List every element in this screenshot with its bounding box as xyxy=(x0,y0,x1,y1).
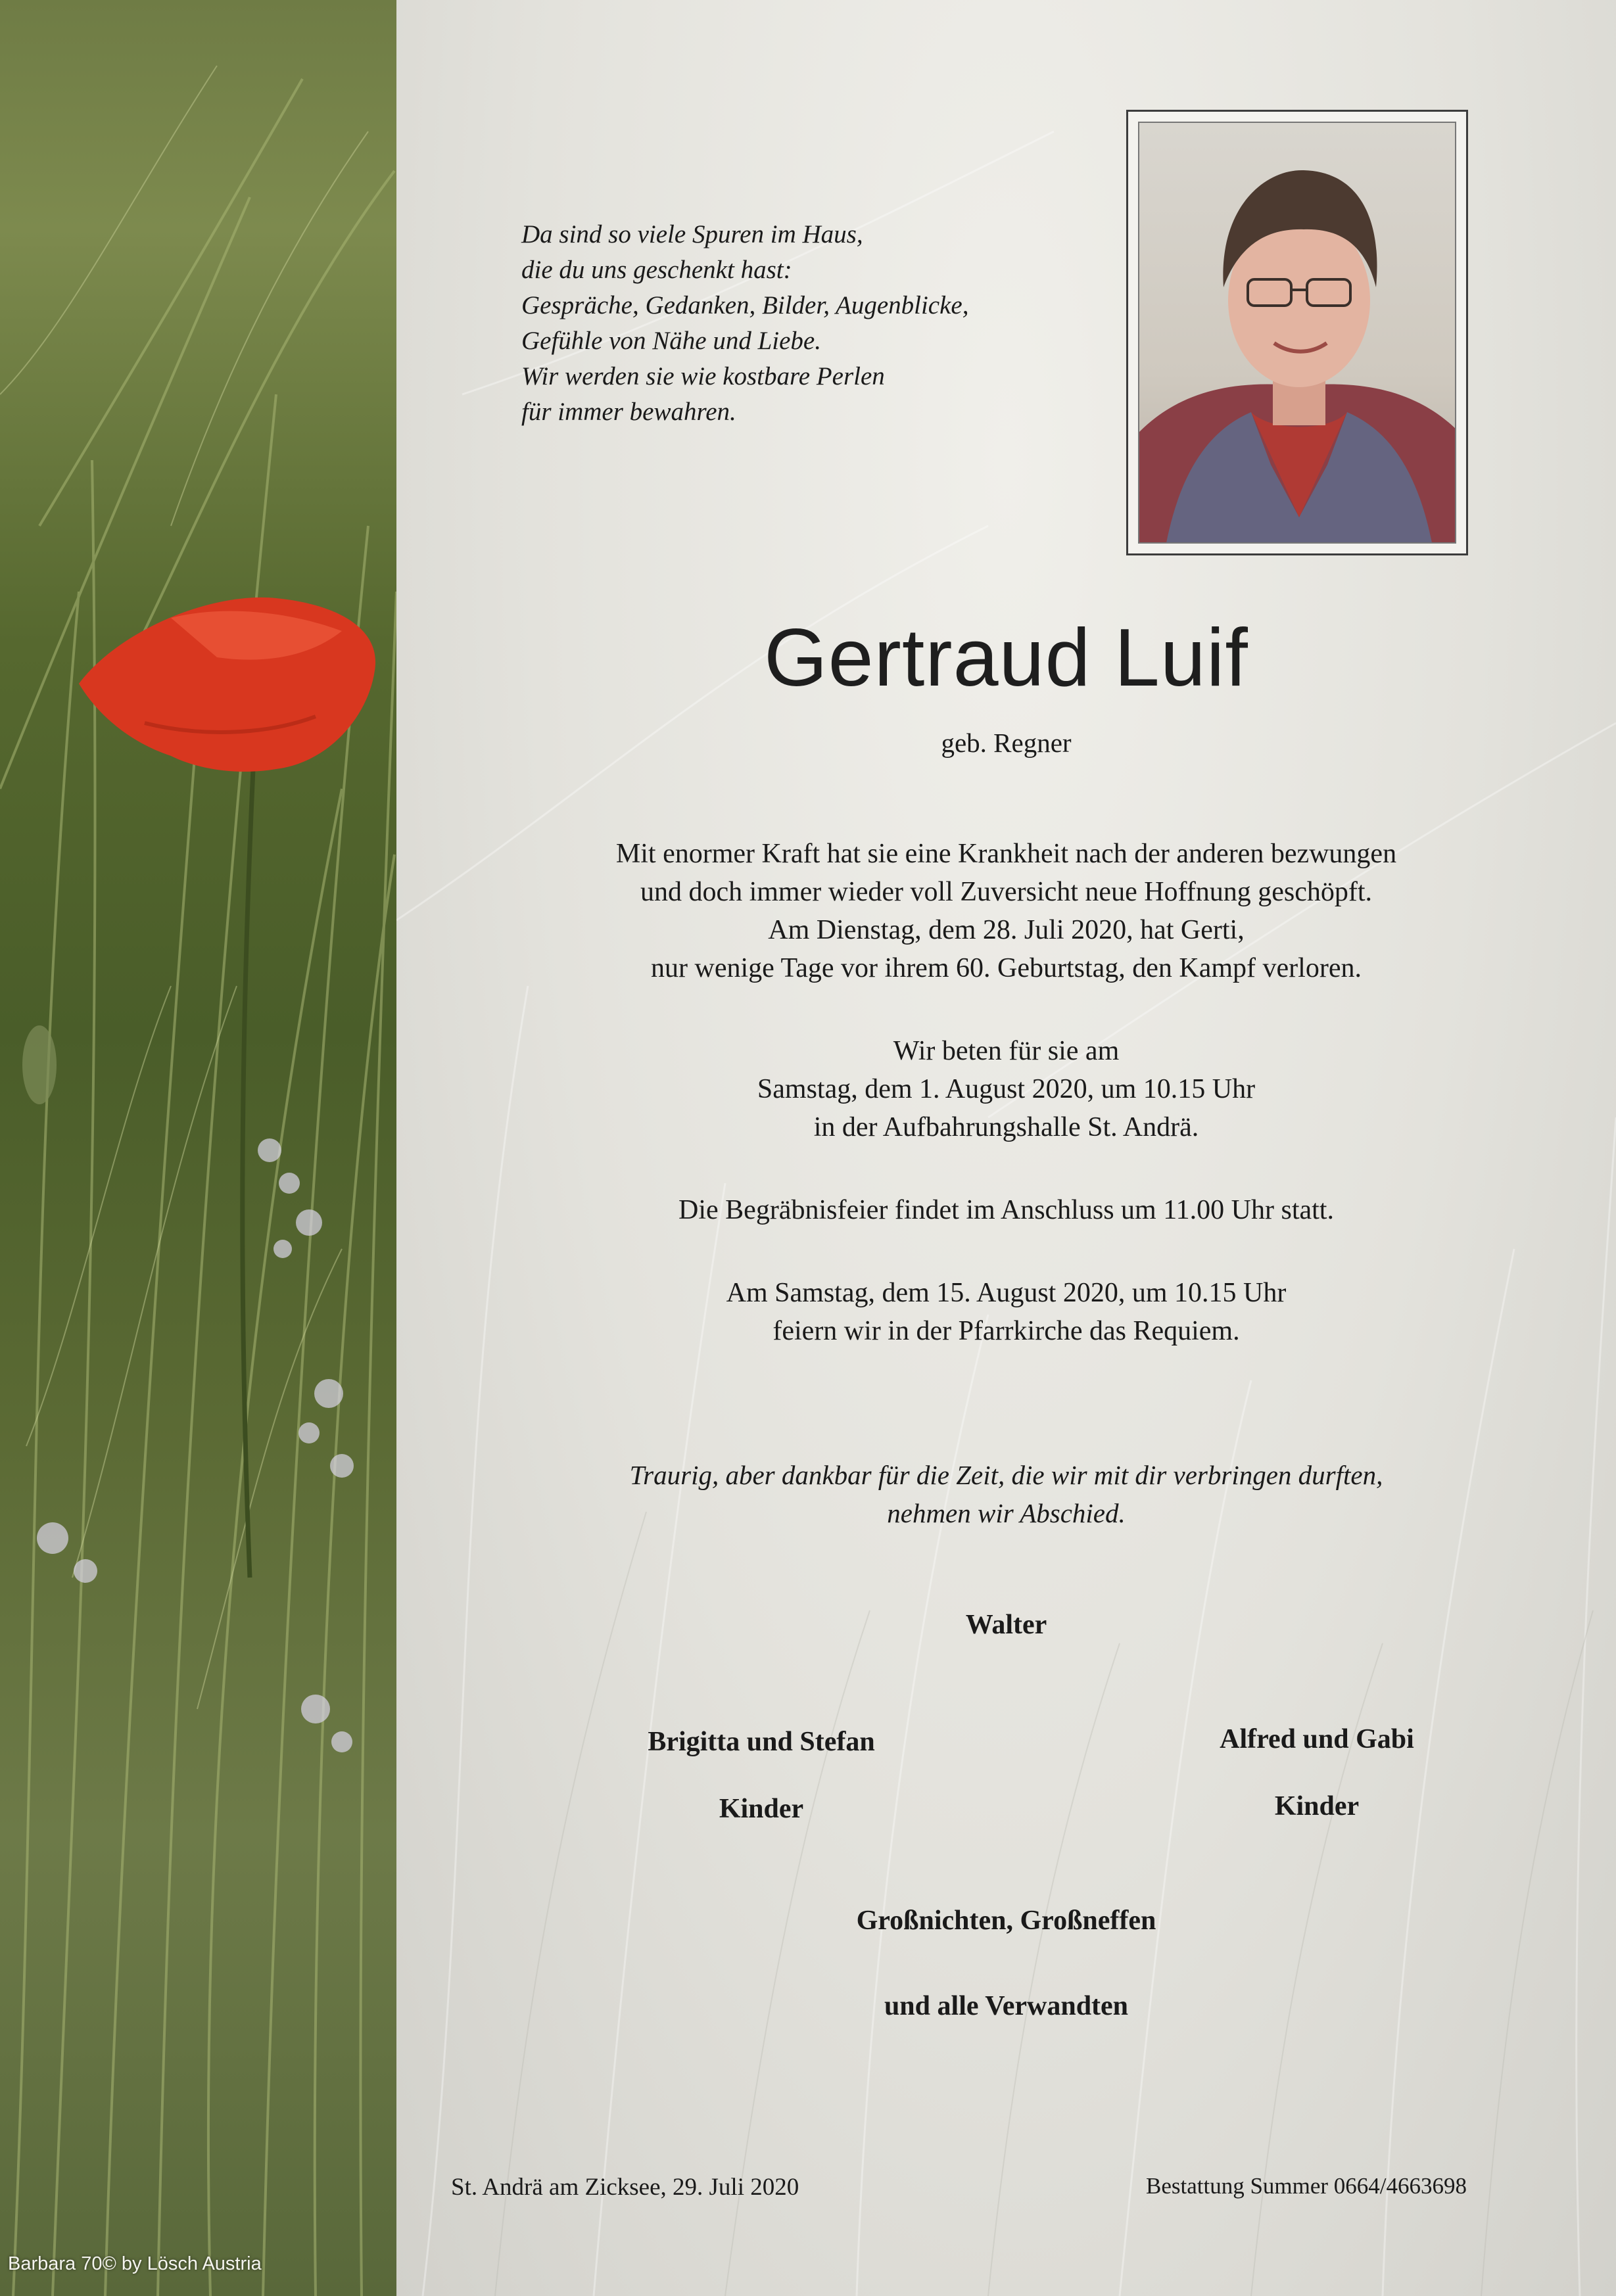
portrait-illustration xyxy=(1139,123,1456,544)
farewell-line: nehmen wir Abschied. xyxy=(887,1498,1126,1528)
prayer-line: in der Aufbahrungshalle St. Andrä. xyxy=(813,1112,1199,1142)
relatives: und alle Verwandten xyxy=(884,1991,1129,2021)
children-left-names: Brigitta und Stefan xyxy=(648,1727,875,1757)
poem-line: Wir werden sie wie kostbare Perlen xyxy=(521,362,885,390)
poem-line: für immer bewahren. xyxy=(521,398,736,426)
prayer-line: Samstag, dem 1. August 2020, um 10.15 Uhr xyxy=(757,1074,1256,1104)
portrait-frame xyxy=(1126,110,1468,555)
farewell-line: Traurig, aber dankbar für die Zeit, die wir mit dir verbringen durften, xyxy=(629,1460,1383,1490)
children-right-names: Alfred und Gabi xyxy=(1220,1724,1414,1754)
requiem-line: feiern wir in der Pfarrkirche das Requiem. xyxy=(772,1316,1240,1346)
place-date: St. Andrä am Zicksee, 29. Juli 2020 xyxy=(451,2174,799,2201)
undertaker-contact: Bestattung Summer 0664/4663698 xyxy=(1146,2173,1467,2199)
farewell-text xyxy=(396,1456,1616,1532)
image-credit: Barbara 70© by Lösch Austria xyxy=(8,2253,262,2274)
meadow-poppy-photo xyxy=(0,0,396,2296)
poem-line: Gespräche, Gedanken, Bilder, Augenblicke, xyxy=(521,291,969,319)
poppy-flower xyxy=(79,597,375,772)
announcement-line: und doch immer wieder voll Zuversicht neue Hoffnung geschöpft. xyxy=(640,877,1373,907)
requiem-line: Am Samstag, dem 15. August 2020, um 10.15 Uhr xyxy=(726,1278,1287,1308)
spouse-name: Walter xyxy=(965,1610,1047,1640)
prayer-text xyxy=(396,1032,1616,1146)
nieces-nephews: Großnichten, Großneffen xyxy=(856,1906,1156,1936)
obituary-paper xyxy=(396,0,1616,2296)
children-right-role: Kinder xyxy=(1274,1791,1360,1821)
children-left-role: Kinder xyxy=(719,1794,804,1824)
poem-line: Gefühle von Nähe und Liebe. xyxy=(521,327,821,355)
deceased-name: Gertraud Luif xyxy=(764,613,1248,703)
poem-line: Da sind so viele Spuren im Haus, xyxy=(521,220,863,248)
announcement-line: Am Dienstag, dem 28. Juli 2020, hat Gerti, xyxy=(768,915,1245,945)
poem-line: die du uns geschenkt hast: xyxy=(521,256,792,284)
maiden-name: geb. Regner xyxy=(941,728,1072,758)
funeral-line: Die Begräbnisfeier findet im Anschluss um 11.00 Uhr statt. xyxy=(678,1195,1334,1225)
portrait-photo xyxy=(1138,122,1456,544)
announcement-text xyxy=(396,835,1616,987)
prayer-line: Wir beten für sie am xyxy=(893,1036,1120,1066)
announcement-line: nur wenige Tage vor ihrem 60. Geburtstag, den Kampf verloren. xyxy=(651,953,1362,983)
poem xyxy=(521,217,1021,430)
meadow-illustration xyxy=(0,0,396,2296)
funeral-text xyxy=(396,1191,1616,1229)
announcement-line: Mit enormer Kraft hat sie eine Krankheit nach der anderen bezwungen xyxy=(615,839,1397,869)
requiem-text xyxy=(396,1274,1616,1350)
